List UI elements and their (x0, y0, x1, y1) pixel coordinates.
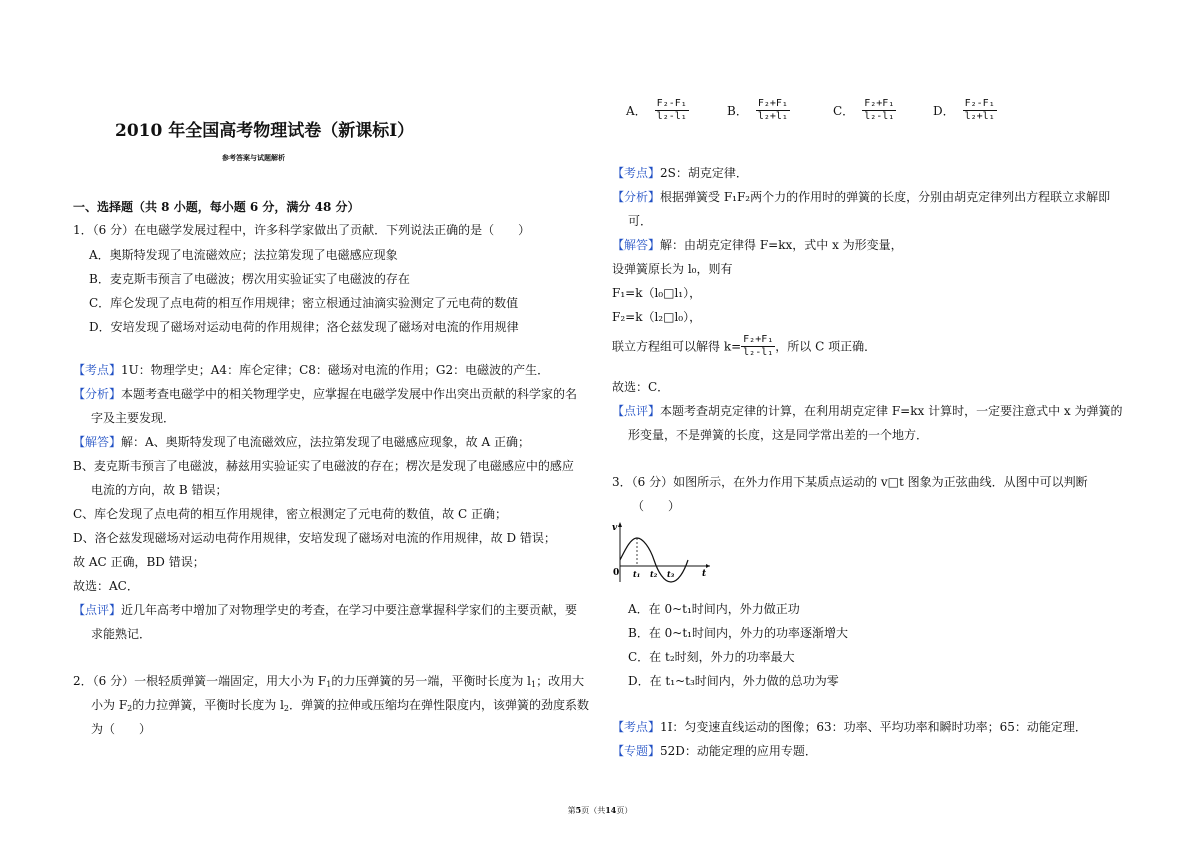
q1-option-a: A．奥斯特发现了电流磁效应；法拉第发现了电磁感应现象 (89, 248, 398, 262)
q1-kaodian-text: 1U：物理学史；A4：库仑定律；C8：磁场对电流的作用；G2：电磁波的产生． (121, 363, 550, 377)
numerator: F₂+F₁ (757, 98, 788, 109)
q2-jieda-solution (612, 334, 876, 359)
footer-text: 页（共 (581, 806, 606, 815)
t-axis-arrow (706, 564, 710, 568)
q3-option-a: A．在 0~t₁时间内，外力做正功 (628, 602, 800, 616)
q1-jieda-line: 故选：AC． (73, 579, 139, 593)
q2-jieda-text: 解：由胡克定律得 F=kx，式中 x 为形变量， (660, 238, 903, 252)
subscript: 1 (530, 680, 537, 689)
t2-label: t₂ (650, 569, 658, 579)
denominator: l₂+l₁ (757, 111, 788, 122)
v-label: v (612, 523, 618, 533)
section-heading: 一、选择题（共 8 小题，每小题 6 分，满分 48 分） (73, 200, 360, 214)
q1-kaodian (73, 362, 549, 378)
q2-jieda (612, 237, 903, 253)
numerator: F₂+F₁ (864, 98, 895, 109)
q2-jieda-text: 联立方程组可以解得 k= (612, 339, 742, 354)
page-number: 5 (575, 805, 582, 815)
q3-zhuanti (612, 743, 817, 759)
option-label: B． (727, 103, 748, 118)
q2-kaodian-text: 2S：胡克定律． (660, 166, 748, 180)
q1-jieda (73, 434, 530, 450)
footer-text: 第 (567, 806, 576, 815)
q2-dianping (612, 403, 1122, 419)
q2-stem-line1 (73, 673, 584, 693)
option-label: C． (833, 103, 855, 118)
footer-text: 页） (616, 806, 633, 815)
page-footer (0, 805, 1200, 816)
q2-jieda-line: 故选：C． (612, 380, 670, 394)
q2-stem-text: ；改用大 (536, 674, 585, 688)
fenxi-tag: 【分析】 (612, 190, 661, 204)
q1-option-d: D．安培发现了磁场对运动电荷的作用规律；洛仑兹发现了磁场对电流的作用规律 (89, 320, 519, 334)
q3-stem-line1: 3．（6 分）如图所示，在外力作用下某质点运动的 v□t 图象为正弦曲线．从图中可以判断 (612, 475, 1088, 489)
q3-zhuanti-text: 52D：动能定理的应用专题． (660, 744, 817, 758)
t1-label: t₁ (633, 569, 641, 579)
kaodian-tag: 【考点】 (612, 720, 661, 734)
q3-option-c: C．在 t₂时刻，外力的功率最大 (628, 650, 795, 664)
fraction (963, 98, 997, 123)
subscript: 2 (283, 704, 289, 713)
q3-stem-line2: （ ） (632, 499, 681, 513)
q1-option-c: C．库仑发现了点电荷的相互作用规律；密立根通过油滴实验测定了元电荷的数值 (89, 296, 519, 310)
vt-graph (612, 520, 712, 586)
subscript: 1 (326, 680, 332, 689)
denominator: l₂-l₁ (864, 111, 895, 122)
q1-stem: 1．（6 分）在电磁学发展过程中，许多科学家做出了贡献．下列说法正确的是（ ） (73, 223, 531, 237)
q1-fenxi-cont: 字及主要发现． (91, 411, 176, 425)
q2-jieda-line: F₂=k（l₂□l₀）， (612, 310, 702, 324)
t-label: t (702, 569, 707, 579)
q1-jieda-line: B、麦克斯韦预言了电磁波，赫兹用实验证实了电磁波的存在；楞次是发现了电磁感应中的感应 (73, 459, 574, 473)
q2-stem-line2 (91, 697, 589, 717)
q2-option-b (727, 98, 790, 123)
q1-jieda-text: 解：A、奥斯特发现了电流磁效应，法拉第发现了电磁感应现象，故 A 正确； (121, 435, 530, 449)
page-subtitle: 参考答案与试题解析 (222, 153, 285, 162)
q2-jieda-line: F₁=k（l₀□l₁）， (612, 286, 702, 300)
q2-stem-text: 2．（6 分）一根轻质弹簧一端固定，用大小为 F (73, 674, 327, 688)
q2-fenxi-text: 根据弹簧受 F₁F₂两个力的作用时的弹簧的长度，分别由胡克定律列出方程联立求解即 (660, 190, 1111, 204)
q1-jieda-line: D、洛仑兹发现磁场对运动电荷作用规律，安培发现了磁场对电流的作用规律，故 D 错误； (73, 531, 556, 545)
fraction (741, 334, 775, 359)
denominator: l₂+l₁ (964, 111, 995, 122)
q2-stem-text: 的力拉弹簧，平衡时长度为 l (132, 698, 284, 712)
q2-fenxi-cont: 可． (628, 214, 653, 228)
q1-jieda-line: 电流的方向，故 B 错误； (91, 483, 228, 497)
q3-kaodian (612, 719, 1087, 735)
fraction (862, 98, 896, 123)
q1-dianping-cont: 求能熟记． (91, 627, 152, 641)
kaodian-tag: 【考点】 (73, 363, 122, 377)
option-label: A． (626, 103, 647, 118)
numerator: F₂+F₁ (743, 334, 774, 345)
q2-dianping-text: 本题考查胡克定律的计算，在利用胡克定律 F=kx 计算时，一定要注意式中 x 为弹簧的 (660, 404, 1123, 418)
jieda-tag: 【解答】 (612, 238, 661, 252)
q2-jieda-line: 设弹簧原长为 l₀，则有 (612, 262, 733, 276)
q1-jieda-line: C、库仑发现了点电荷的相互作用规律，密立根测定了元电荷的数值，故 C 正确； (73, 507, 507, 521)
zhuanti-tag: 【专题】 (612, 744, 661, 758)
q2-stem-text: 的力压弹簧的另一端，平衡时长度为 l (331, 674, 531, 688)
fraction (655, 98, 689, 123)
q1-dianping-text: 近几年高考中增加了对物理学史的考查，在学习中要注意掌握科学家们的主要贡献，要 (121, 603, 578, 617)
page-total: 14 (605, 805, 617, 815)
kaodian-tag: 【考点】 (612, 166, 661, 180)
t3-label: t₃ (667, 569, 675, 579)
q1-fenxi-text: 本题考查电磁学中的相关物理学史，应掌握在电磁学发展中作出突出贡献的科学家的名 (121, 387, 578, 401)
v-axis-arrow (618, 522, 622, 527)
origin-label: 0 (613, 568, 620, 578)
q1-option-b: B．麦克斯韦预言了电磁波；楞次用实验证实了电磁波的存在 (89, 272, 410, 286)
q2-stem-text: 小为 F (91, 698, 128, 712)
numerator: F₂-F₁ (656, 98, 687, 109)
q1-jieda-line: 故 AC 正确，BD 错误； (73, 555, 205, 569)
q3-option-d: D．在 t₁~t₃时间内，外力做的总功为零 (628, 674, 839, 688)
q2-dianping-cont: 形变量，不是弹簧的长度，这是同学常出差的一个地方． (628, 428, 929, 442)
dianping-tag: 【点评】 (73, 603, 122, 617)
denominator: l₂-l₁ (656, 111, 687, 122)
jieda-tag: 【解答】 (73, 435, 122, 449)
q2-fenxi (612, 189, 1110, 205)
q2-option-c (833, 98, 896, 123)
fraction (756, 98, 790, 123)
subscript: 2 (127, 704, 133, 713)
dianping-tag: 【点评】 (612, 404, 661, 418)
q2-stem-text: ．弹簧的拉伸或压缩均在弹性限度内，该弹簧的劲度系数 (289, 698, 590, 712)
page-title: 2010 年全国高考物理试卷（新课标I） (115, 121, 415, 141)
option-label: D． (933, 103, 955, 118)
q2-option-a (626, 98, 689, 123)
q1-fenxi (73, 386, 577, 402)
numerator: F₂-F₁ (964, 98, 995, 109)
q2-jieda-text: ，所以 C 项正确． (775, 339, 877, 354)
q3-kaodian-text: 1I：匀变速直线运动的图像；63：功率、平均功率和瞬时功率；65：动能定理． (660, 720, 1087, 734)
q1-dianping (73, 602, 577, 618)
q2-stem-line3: 为（ ） (91, 722, 152, 736)
q2-option-d (933, 98, 997, 123)
q3-option-b: B．在 0~t₁时间内，外力的功率逐渐增大 (628, 626, 848, 640)
denominator: l₂-l₁ (743, 347, 774, 358)
q2-kaodian (612, 165, 748, 181)
fenxi-tag: 【分析】 (73, 387, 122, 401)
